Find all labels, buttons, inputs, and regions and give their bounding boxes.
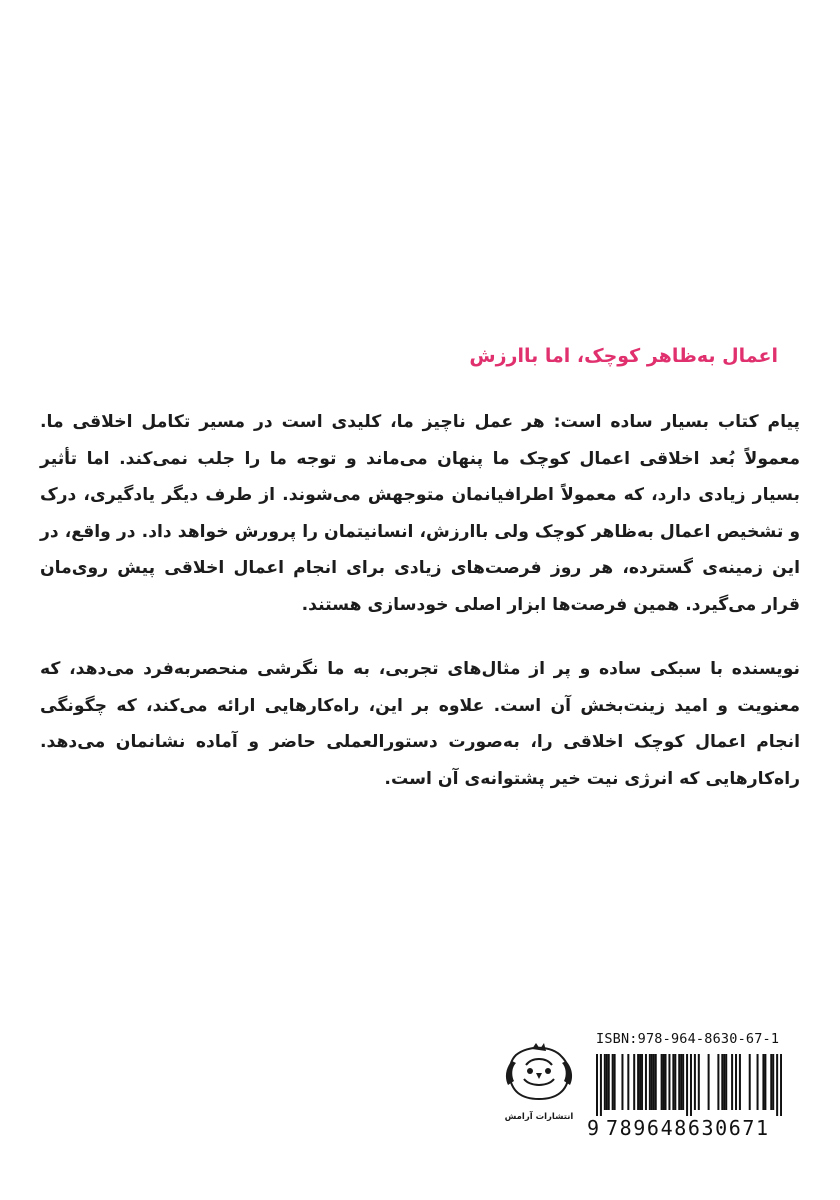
barcode-bar-28: [690, 1054, 692, 1116]
barcode-bar-45: [776, 1054, 778, 1116]
isbn-label: ISBN:978-964-8630-67-1: [596, 1031, 780, 1047]
barcode-bar-17: [655, 1054, 657, 1110]
barcode-bar-18: [661, 1054, 663, 1110]
publisher-logo: [496, 1043, 582, 1125]
barcode-bar-44: [772, 1054, 774, 1110]
barcode-bar-32: [717, 1054, 719, 1110]
barcode-bar-27: [686, 1054, 688, 1116]
barcode-bar-26: [682, 1054, 684, 1110]
barcode-first-digit: 9: [587, 1116, 600, 1140]
barcode-bar-37: [735, 1054, 737, 1110]
barcode-bar-12: [641, 1054, 643, 1110]
description-paragraph-1: پیام کتاب بسیار ساده است: هر عمل ناچیز ما، کلیدی است در مسیر تکامل اخلاقی ما. معمولاً بُعد اخلاقی اعمال کوچک ما پنهان می‌ماند و توجه ما را جلب نمی‌کند. اما تأثیر بسیار زیادی دارد، که معمولاً اطرافیانمان متوجهش می‌شوند. از طرف دیگر یادگیری، درک و تشخیص اعمال به‌ظاهر کوچک ولی باارزش، انسانیتمان را پرورش خواهد داد. در واقع، در این زمینه‌ی گسترده، هر روز فرصت‌های زیادی برای انجام اعمال اخلاقی پیش روی‌مان قرار می‌گیرد. همین فرصت‌ها ابزار اصلی خودسازی هستند.: [40, 412, 800, 615]
barcode-bar-35: [725, 1054, 727, 1110]
barcode-bar-10: [637, 1054, 639, 1110]
barcode-bar-11: [639, 1054, 641, 1110]
barcode-bar-9: [633, 1054, 635, 1110]
barcode-bar-42: [764, 1054, 766, 1110]
barcode-bar-15: [651, 1054, 653, 1110]
barcode-bar-21: [668, 1054, 670, 1110]
barcode-bar-14: [649, 1054, 651, 1110]
barcode-bar-19: [663, 1054, 665, 1110]
barcode-bar-7: [621, 1054, 623, 1110]
book-title: اعمال به‌ظاهر کوچک، اما باارزش: [469, 345, 778, 367]
barcode-bar-38: [739, 1054, 741, 1110]
barcode-bar-40: [757, 1054, 759, 1110]
barcode-bar-34: [723, 1054, 725, 1110]
barcode-bar-8: [627, 1054, 629, 1110]
barcode-bar-1: [600, 1054, 602, 1116]
barcode-bar-29: [694, 1054, 696, 1110]
barcode-bar-6: [614, 1054, 616, 1110]
barcode-bar-36: [731, 1054, 733, 1110]
barcode-bar-31: [708, 1054, 710, 1110]
barcode-bar-0: [596, 1054, 598, 1116]
description-paragraph-2: نویسنده با سبکی ساده و پر از مثال‌های تجربی، به ما نگرشی منحصربه‌فرد می‌دهد، که معنویت و امید زینت‌بخش آن است. علاوه بر این، راه‌کارهایی ارائه می‌کند، که چگونگی انجام اعمال کوچک اخلاقی را، به‌صورت دستورالعملی حاضر و آماده نشانمان می‌دهد. راه‌کارهایی که انرژی نیت خیر پشتوانه‌ی آن است.: [40, 659, 800, 789]
barcode-bar-2: [604, 1054, 606, 1110]
barcode-bar-23: [674, 1054, 676, 1110]
barcode-bar-16: [653, 1054, 655, 1110]
barcode-bar-20: [665, 1054, 667, 1110]
barcode-bar-46: [780, 1054, 782, 1116]
barcode-bar-39: [749, 1054, 751, 1110]
barcode-bar-5: [612, 1054, 614, 1110]
barcode-bar-43: [770, 1054, 772, 1110]
barcode-bar-30: [698, 1054, 700, 1110]
barcode-bar-13: [645, 1054, 647, 1110]
barcode-bar-3: [606, 1054, 608, 1110]
barcode-bar-4: [608, 1054, 610, 1110]
barcode-bar-25: [680, 1054, 682, 1110]
barcode-bar-24: [678, 1054, 680, 1110]
barcode-bar-33: [721, 1054, 723, 1110]
barcode-bar-41: [762, 1054, 764, 1110]
barcode-digits: 789648630671: [606, 1116, 770, 1140]
publisher-logo-icon: [496, 1043, 582, 1125]
barcode-bars: [596, 1054, 782, 1116]
barcode-bar-22: [672, 1054, 674, 1110]
publisher-logo-text: انتشارات آرامش: [504, 1112, 574, 1122]
